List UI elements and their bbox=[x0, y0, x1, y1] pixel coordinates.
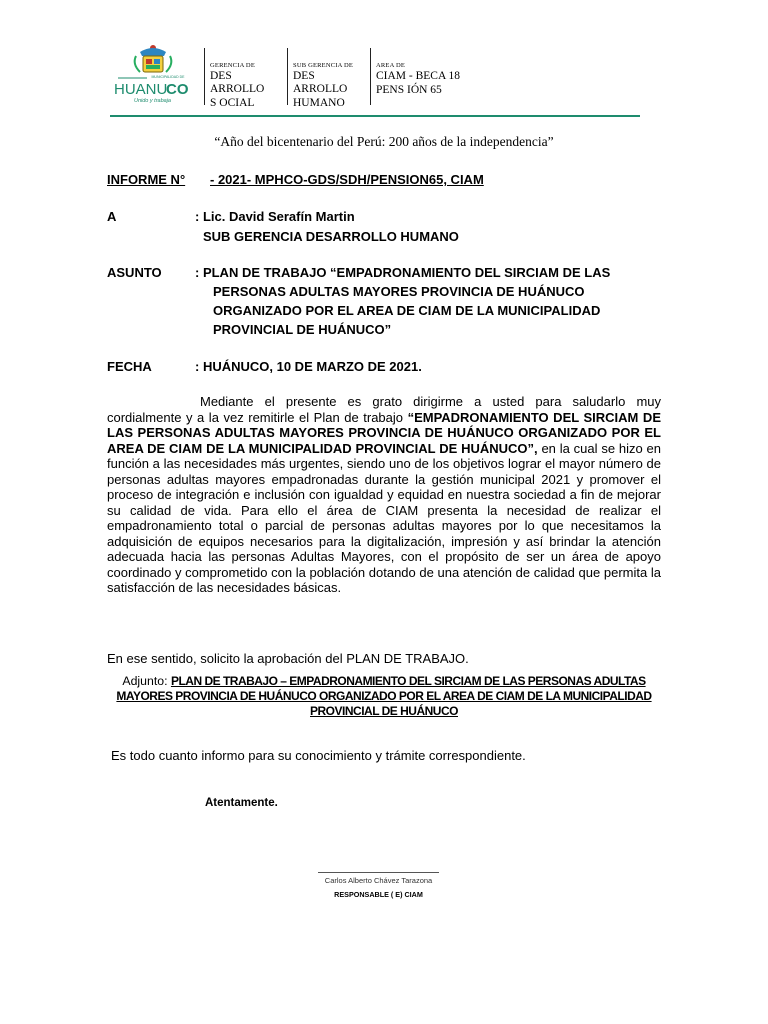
informe-label: INFORME N° bbox=[107, 172, 186, 187]
asunto-line: PERSONAS ADULTAS MAYORES PROVINCIA DE HUÁNUCO bbox=[213, 284, 585, 299]
to-name: : Lic. David Serafín Martin bbox=[195, 209, 355, 224]
asunto-label: ASUNTO bbox=[107, 265, 162, 280]
logo-top-text: MUNICIPALIDAD DE bbox=[151, 75, 185, 79]
signature-name: Carlos Alberto Chávez Tarazona bbox=[324, 876, 433, 885]
header-col-small-label: GERENCIA DE bbox=[210, 62, 255, 69]
header-column-area bbox=[370, 48, 476, 105]
logo-name-main: HUANU bbox=[114, 81, 168, 98]
header-col-line2: S OCIAL bbox=[210, 97, 255, 109]
header-col-line2: HUMANO bbox=[293, 97, 345, 109]
to-label: A bbox=[107, 209, 117, 224]
year-motto: “Año del bicentenario del Perú: 200 años de la independencia” bbox=[214, 134, 554, 149]
request-line: En ese sentido, solicito la aprobación del PLAN DE TRABAJO. bbox=[107, 651, 469, 666]
signature-role: RESPONSABLE ( E) CIAM bbox=[334, 890, 423, 899]
fecha-label: FECHA bbox=[107, 359, 152, 374]
header-column-gerencia bbox=[204, 48, 288, 109]
body-intro: Mediante el presente es grato dirigirme a usted para saludarlo muy cordialmente y a la vez remitirle el Plan de trabajo bbox=[107, 394, 661, 425]
asunto-line: : PLAN DE TRABAJO “EMPADRONAMIENTO DEL SIRCIAM DE LAS bbox=[195, 265, 611, 280]
logo-tagline: Unido y trabaja bbox=[134, 98, 171, 104]
body-rest: en la cual se hizo en función a las necesidades más urgentes, siendo uno de los objetivos lograr el mayor número de personas adultas mayores empadronadas durante la gestión municipal 2021 y promover el proceso de integración e inclusión con igualdad y equidad en nuestra sociedad a fin de mejorar su calidad de vida. Para ello el área de CIAM presenta la necesidad de realizar el empadronamiento total o parcial de personas adultas mayores por lo que necesitamos la adquisición de equipos necesarios para la digitalización, impresión y así brindar la atención adecuada hacia las personas Adultas Mayores, con el propósito de ser un área de apoyo coordinado y comprometido con la población dotando de una atención de calidad que permita la satisfacción de las necesidades básicas. bbox=[107, 440, 661, 595]
closing-line: Es todo cuanto informo para su conocimiento y trámite correspondiente. bbox=[111, 748, 526, 763]
municipality-logo bbox=[112, 42, 194, 106]
header-col-line1: DES ARROLLO bbox=[293, 70, 348, 95]
header-column-sub-gerencia bbox=[287, 48, 371, 109]
header-col-small-label: AREA DE bbox=[376, 62, 406, 69]
fecha-value: : HUÁNUCO, 10 DE MARZO DE 2021. bbox=[195, 359, 422, 374]
header-col-line1: CIAM - BECA 18 bbox=[376, 70, 461, 82]
asunto-line: PROVINCIAL DE HUÁNUCO” bbox=[213, 322, 392, 337]
body-bold-title: “EMPADRONAMIENTO DEL SIRCIAM DE LAS PERSONAS ADULTAS MAYORES PROVINCIA DE HUÁNUCO ORGANIZADO POR EL AREA DE CIAM DE LA MUNICIPALIDAD PROVINCIAL DE HUÁNUCO”, bbox=[107, 409, 661, 456]
asunto-line: ORGANIZADO POR EL AREA DE CIAM DE LA MUNICIPALIDAD bbox=[213, 303, 601, 318]
signature-line bbox=[318, 872, 439, 873]
informe-number: - 2021- MPHCO-GDS/SDH/PENSION65, CIAM bbox=[210, 172, 484, 187]
atentamente: Atentamente. bbox=[205, 797, 278, 809]
header-col-line2: PENS IÓN 65 bbox=[376, 84, 442, 96]
coat-of-arms-icon bbox=[112, 42, 194, 106]
header-col-small-label: SUB GERENCIA DE bbox=[293, 62, 354, 69]
adjunto-block bbox=[107, 674, 661, 719]
header-divider bbox=[110, 115, 640, 117]
body-paragraph bbox=[107, 394, 661, 596]
adjunto-label: Adjunto: bbox=[122, 674, 171, 688]
logo-name-co: CO bbox=[166, 81, 189, 98]
adjunto-text: PLAN DE TRABAJO – EMPADRONAMIENTO DEL SIRCIAM DE LAS PERSONAS ADULTAS MAYORES PROVINCIA DE HUÁNUCO ORGANIZADO POR EL AREA DE CIAM DE LA MUNICIPALIDAD PROVINCIAL DE HUÁNUCO bbox=[116, 674, 652, 718]
to-office: SUB GERENCIA DESARROLLO HUMANO bbox=[203, 229, 459, 244]
header-col-line1: DES ARROLLO bbox=[210, 70, 265, 95]
